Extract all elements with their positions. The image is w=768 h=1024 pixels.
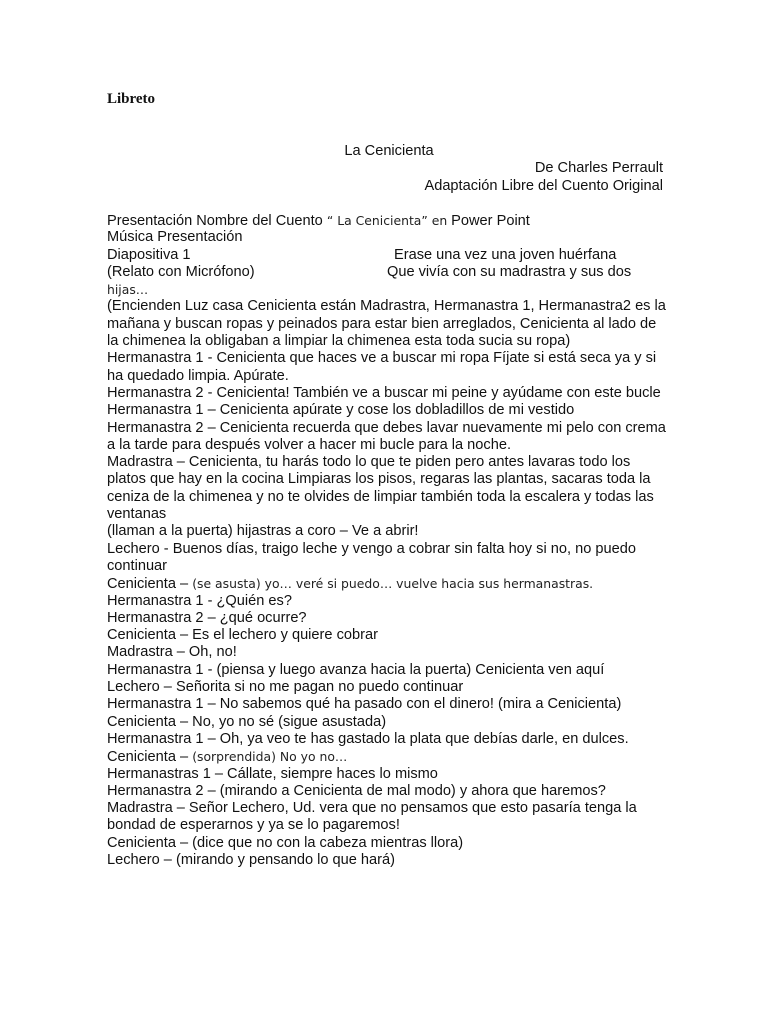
play-title: La Cenicienta bbox=[344, 143, 434, 159]
script-body bbox=[107, 212, 667, 869]
slide-line bbox=[107, 247, 667, 264]
dialogue-line: Cenicienta – (dice que no con la cabeza mientras llora) bbox=[107, 834, 464, 851]
dialogue-line: Hermanastra 1 - (piensa y luego avanza hacia la puerta) Cenicienta ven aquí bbox=[107, 661, 605, 678]
presentation-line bbox=[107, 212, 667, 229]
author-line: De Charles Perrault bbox=[534, 160, 663, 177]
slide-narration: Erase una vez una joven huérfana bbox=[394, 246, 617, 263]
presentation-suffix: Power Point bbox=[451, 213, 530, 229]
adaptation-line: Adaptación Libre del Cuento Original bbox=[424, 177, 663, 194]
dialogue-line: Hermanastra 1 – Oh, ya veo te has gastado la plata que debías darle, en dulces. bbox=[107, 730, 629, 747]
dialogue-line: Hermanastra 1 – No sabemos qué ha pasado con el dinero! (mira a Cenicienta) bbox=[107, 696, 622, 713]
stage-direction: (sorprendida) No yo no… bbox=[192, 749, 348, 765]
music-line: Música Presentación bbox=[107, 229, 243, 246]
dialogue-line: Lechero – (mirando y pensando lo que hará) bbox=[107, 851, 396, 868]
paragraph: Hermanastra 1 - Cenicienta que haces ve a buscar mi ropa Fíjate si está seca ya y si ha quedado limpia. Apúrate. bbox=[107, 350, 657, 384]
document-title: Libreto bbox=[107, 91, 156, 107]
hijas-line: hijas… bbox=[107, 282, 149, 298]
paragraph: Hermanastra 2 - Cenicienta! También ve a buscar mi peine y ayúdame con este bucle bbox=[107, 384, 661, 401]
dialogue-line: Madrastra – Señor Lechero, Ud. vera que no pensamos que esto pasaría tenga la bondad de esperarnos y ya se lo pagaremos! bbox=[107, 800, 637, 834]
dialogue-line: Cenicienta – No, yo no sé (sigue asustada) bbox=[107, 713, 387, 730]
paragraph: (Encienden Luz casa Cenicienta están Madrastra, Hermanastra 1, Hermanastra2 es la mañana y buscan ropas y peinados para estar bien arreglados, Cenicienta al lado de la chimenea la obligaban a limpiar la chimenea esta toda sucia su ropa) bbox=[107, 298, 666, 350]
dialogue-line: Lechero – Señorita si no me pagan no puedo continuar bbox=[107, 679, 464, 696]
paragraph: (llaman a la puerta) hijastras a coro – Ve a abrir! bbox=[107, 523, 419, 540]
cenicienta-asusta-line bbox=[107, 575, 667, 592]
paragraph: Lechero - Buenos días, traigo leche y vengo a cobrar sin falta hoy si no, no puedo continuar bbox=[107, 540, 636, 574]
stage-direction: (se asusta) yo… veré si puedo… vuelve hacia sus hermanastras. bbox=[192, 576, 594, 592]
speaker: Cenicienta – bbox=[107, 749, 193, 766]
dialogue-line: Madrastra – Oh, no! bbox=[107, 644, 237, 661]
narration-text: Que vivía con su madrastra y sus dos bbox=[387, 263, 632, 280]
paragraph: Hermanastra 2 – Cenicienta recuerda que debes lavar nuevamente mi pelo con crema a la tarde para después volver a hacer mi bucle para la noche. bbox=[107, 419, 666, 453]
dialogue-line: Hermanastras 1 – Cállate, siempre haces lo mismo bbox=[107, 765, 438, 782]
dialogue-line: Hermanastra 2 – ¿qué ocurre? bbox=[107, 609, 307, 626]
dialogue-line: Hermanastra 1 - ¿Quién es? bbox=[107, 592, 292, 609]
paragraph: Madrastra – Cenicienta, tu harás todo lo que te piden pero antes lavaras todo los platos que hay en la cocina Limpiaras los pisos, regaras las plantas, sacaras toda la ceniza de la chimenea y no te olvides de limpiar también toda la escalera y todas las ventanas bbox=[107, 454, 654, 523]
dialogue-line: Cenicienta – Es el lechero y quiere cobrar bbox=[107, 627, 378, 644]
speaker: Cenicienta – bbox=[107, 576, 193, 593]
narration-line bbox=[107, 264, 667, 281]
presentation-quoted-title: “ La Cenicienta” en bbox=[326, 213, 452, 228]
slide-label: Diapositiva 1 bbox=[107, 246, 191, 263]
presentation-prefix: Presentación Nombre del Cuento bbox=[107, 213, 327, 229]
dialogue-line: Hermanastra 2 – (mirando a Cenicienta de mal modo) y ahora que haremos? bbox=[107, 782, 606, 799]
narration-label: (Relato con Micrófono) bbox=[107, 263, 255, 280]
cenicienta-sorprendida-line bbox=[107, 748, 667, 765]
paragraph: Hermanastra 1 – Cenicienta apúrate y cose los dobladillos de mi vestido bbox=[107, 402, 575, 419]
play-header bbox=[107, 143, 663, 195]
